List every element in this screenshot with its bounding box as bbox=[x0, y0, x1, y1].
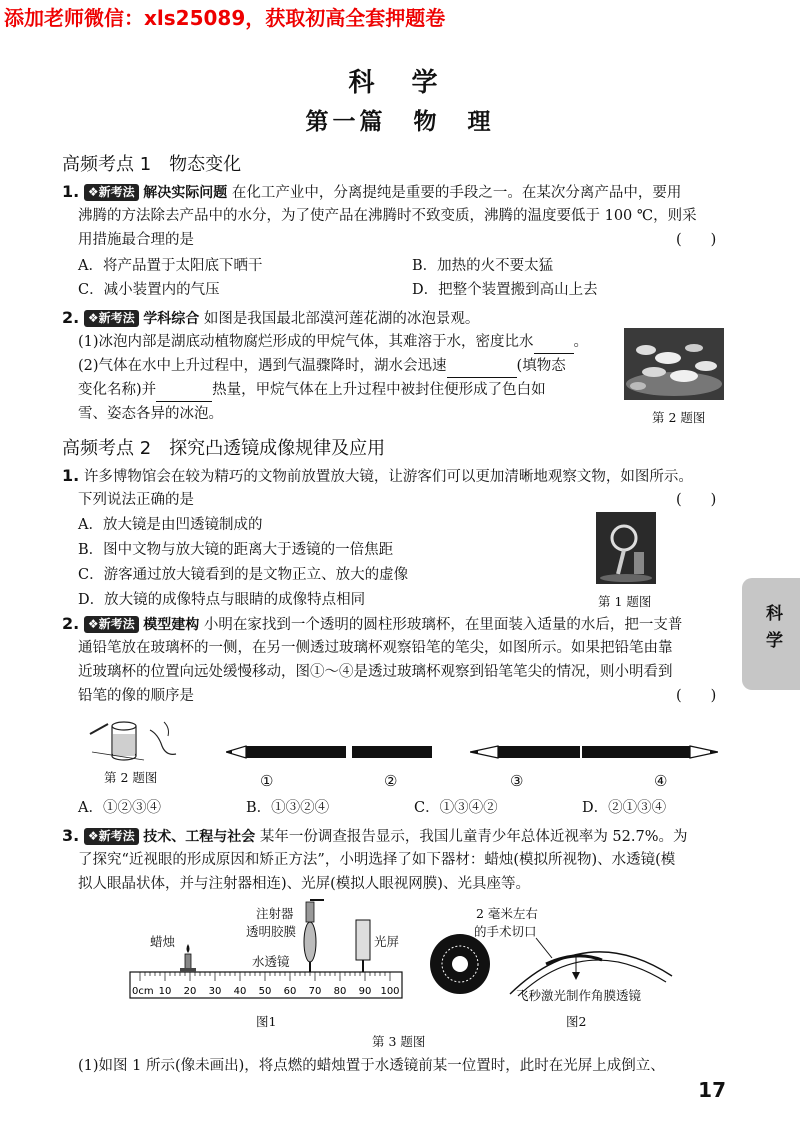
pencil-label-3: ③ bbox=[510, 772, 524, 790]
watermark: 添加老师微信：xls25089，获取初高全套押题卷 bbox=[4, 6, 446, 30]
question-1-1 bbox=[62, 180, 681, 205]
side-tab-label: 科学 bbox=[762, 604, 782, 658]
question-text-line: 了探究“近视眼的形成原因和矫正方法”，小明选择了如下器材：蜡烛(模拟所视物)、水透镜(模 bbox=[78, 852, 676, 868]
answer-blank bbox=[534, 337, 574, 354]
section-heading-1: 高频考点 1 物态变化 bbox=[62, 154, 242, 175]
question-text: 在化工产业中，分离提纯是重要的手段之一。在某次分离产品中，要用 bbox=[231, 185, 682, 201]
figure-caption: 第 2 题图 bbox=[104, 770, 158, 785]
answer-paren: ( ) bbox=[676, 232, 717, 248]
option-a: A．将产品置于太阳底下晒干 bbox=[78, 258, 263, 274]
question-text-line: 铅笔的像的顺序是 bbox=[78, 688, 194, 704]
figure-1-caption: 图1 bbox=[256, 1014, 277, 1029]
glass-pencil-sketch bbox=[84, 716, 188, 764]
pencil-image-4 bbox=[582, 744, 718, 758]
option-b: B．图中文物与放大镜的距离大于透镜的一倍焦距 bbox=[78, 542, 394, 558]
label-incision-2: 的手术切口 bbox=[474, 924, 537, 939]
label-incision: 2 毫米左右 bbox=[476, 906, 538, 921]
question-number: 1. bbox=[62, 182, 80, 201]
new-method-tag: ❖新考法 bbox=[84, 616, 139, 633]
syringe-icon bbox=[306, 902, 314, 922]
ruler-tick-label: 60 bbox=[283, 986, 297, 997]
question-text-line: 拟人眼晶状体，并与注射器相连)、光屏(模拟人眼视网膜)、光具座等。 bbox=[78, 876, 530, 892]
question-number: 2. bbox=[62, 308, 80, 327]
option-d: D．放大镜的成像特点与眼睛的成像特点相同 bbox=[78, 592, 366, 608]
pencil-image-3 bbox=[470, 744, 580, 758]
answer-paren: ( ) bbox=[676, 688, 717, 704]
pencil-label-2: ② bbox=[384, 772, 398, 790]
ruler-tick-label: 0cm bbox=[132, 986, 154, 997]
new-method-tag: ❖新考法 bbox=[84, 828, 139, 845]
screen-icon bbox=[356, 920, 370, 960]
question-2-2 bbox=[62, 612, 682, 637]
question-key: 解决实际问题 bbox=[143, 185, 228, 201]
new-method-tag: ❖新考法 bbox=[84, 310, 139, 327]
option-d: D．②①③④ bbox=[582, 800, 667, 816]
figure-caption: 第 1 题图 bbox=[598, 594, 652, 609]
question-text-line: 用措施最合理的是 bbox=[78, 232, 194, 248]
question-text-line: 雪、姿态各异的冰泡。 bbox=[78, 406, 223, 422]
question-text-line: 下列说法正确的是 bbox=[78, 492, 194, 508]
question-text-line: (1)如图 1 所示(像未画出)，将点燃的蜡烛置于水透镜前某一位置时，此时在光屏上成倒立、 bbox=[78, 1058, 665, 1074]
option-c: C．游客通过放大镜看到的是文物正立、放大的虚像 bbox=[78, 567, 409, 583]
question-number: 2. bbox=[62, 614, 80, 633]
flame-icon bbox=[187, 944, 190, 953]
figure-2-caption: 图2 bbox=[566, 1014, 587, 1029]
label-water-lens: 水透镜 bbox=[252, 954, 290, 969]
question-text-line: 沸腾的方法除去产品中的水分，为了使产品在沸腾时不致变质，沸腾的温度要低于 100 ℃，则采 bbox=[78, 208, 697, 224]
water-lens-icon bbox=[304, 922, 316, 962]
section-heading-2: 高频考点 2 探究凸透镜成像规律及应用 bbox=[62, 438, 386, 459]
ruler-tick-label: 50 bbox=[258, 986, 272, 997]
label-laser-lens: 飞秒激光制作角膜透镜 bbox=[516, 988, 642, 1003]
question-text: 小明在家找到一个透明的圆柱形玻璃杯，在里面装入适量的水后，把一支普 bbox=[203, 617, 683, 633]
option-a: A．①②③④ bbox=[78, 800, 161, 816]
label-screen: 光屏 bbox=[374, 934, 400, 949]
new-method-tag: ❖新考法 bbox=[84, 184, 139, 201]
question-number: 3. bbox=[62, 826, 80, 845]
option-c: C．①③④② bbox=[414, 800, 498, 816]
question-text: 如图是我国最北部漠河莲花湖的冰泡景观。 bbox=[203, 311, 480, 327]
question-text-line: (2)气体在水中上升过程中，遇到气温骤降时，湖水会迅速 (填物态 bbox=[78, 354, 566, 378]
label-syringe: 注射器 bbox=[256, 906, 294, 921]
option-d: D．把整个装置搬到高山上去 bbox=[412, 282, 598, 298]
question-2-1 bbox=[62, 464, 693, 489]
option-b: B．加热的火不要太猛 bbox=[412, 258, 554, 274]
question-2-3 bbox=[62, 824, 688, 849]
pencil-image-2 bbox=[352, 744, 432, 758]
ruler-tick-label: 90 bbox=[358, 986, 372, 997]
ruler-tick-label: 30 bbox=[208, 986, 222, 997]
magnifier-photo bbox=[596, 512, 656, 584]
question-key: 学科综合 bbox=[143, 311, 200, 327]
figure-caption: 第 3 题图 bbox=[372, 1034, 426, 1049]
question-number: 1. bbox=[62, 466, 80, 485]
question-1-2 bbox=[62, 306, 479, 331]
page-title: 科 学 bbox=[348, 68, 452, 98]
option-a: A．放大镜是由凹透镜制成的 bbox=[78, 517, 263, 533]
page-number: 17 bbox=[698, 1078, 726, 1102]
question-text-line: 通铅笔放在玻璃杯的一侧，在另一侧透过玻璃杯观察铅笔的笔尖，如图所示。如果把铅笔由靠 bbox=[78, 640, 673, 656]
page-subtitle: 第一篇 物 理 bbox=[305, 109, 495, 135]
ruler-tick-label: 20 bbox=[183, 986, 197, 997]
question-key: 模型建构 bbox=[143, 617, 200, 633]
question-text-line: 近玻璃杯的位置向远处缓慢移动，图①～④是透过玻璃杯观察到铅笔笔尖的情况，则小明看到 bbox=[78, 664, 673, 680]
ruler-tick-label: 100 bbox=[380, 986, 400, 997]
question-key: 技术、工程与社会 bbox=[143, 829, 256, 845]
question-text: 许多博物馆会在较为精巧的文物前放置放大镜，让游客们可以更加清晰地观察文物，如图所示。 bbox=[83, 469, 693, 485]
option-c: C．减小装置内的气压 bbox=[78, 282, 220, 298]
answer-blank bbox=[447, 361, 517, 378]
ruler-tick-label: 40 bbox=[233, 986, 247, 997]
ruler-tick-label: 70 bbox=[308, 986, 322, 997]
ruler-tick-label: 10 bbox=[158, 986, 172, 997]
ruler-tick-label: 80 bbox=[333, 986, 347, 997]
question-text-line: (1)冰泡内部是湖底动植物腐烂形成的甲烷气体，其难溶于水，密度比水 。 bbox=[78, 330, 588, 354]
answer-blank bbox=[156, 385, 212, 402]
ice-bubble-photo bbox=[624, 328, 724, 400]
label-film: 透明胶膜 bbox=[246, 924, 297, 939]
subject-side-tab bbox=[742, 578, 800, 690]
pencil-label-1: ① bbox=[260, 772, 274, 790]
label-candle: 蜡烛 bbox=[150, 934, 176, 949]
pencil-image-1 bbox=[226, 744, 346, 758]
question-text: 某年一份调查报告显示，我国儿童青少年总体近视率为 52.7%。为 bbox=[259, 829, 688, 845]
option-b: B．①③②④ bbox=[246, 800, 330, 816]
question-text-line: 变化名称)并 热量，甲烷气体在上升过程中被封住便形成了色白如 bbox=[78, 378, 546, 402]
pencil-label-4: ④ bbox=[654, 772, 668, 790]
figure-caption: 第 2 题图 bbox=[652, 410, 706, 425]
answer-paren: ( ) bbox=[676, 492, 717, 508]
